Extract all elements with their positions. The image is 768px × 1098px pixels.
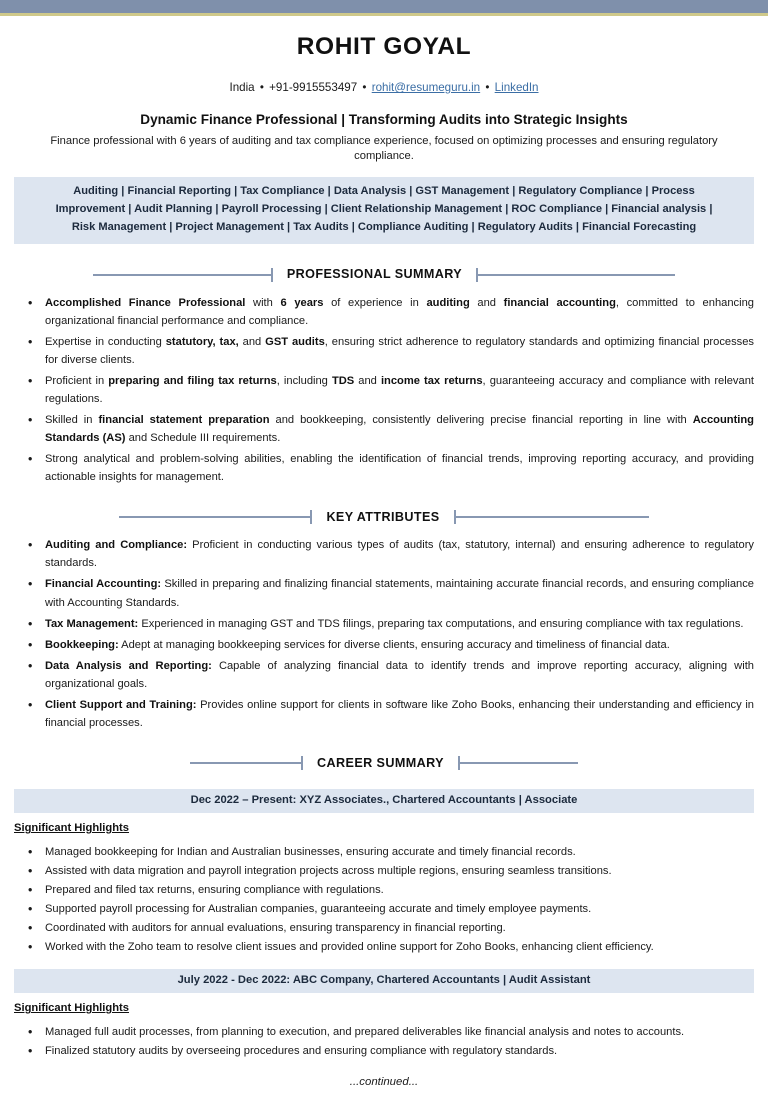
skills-banner xyxy=(14,177,754,244)
section-heading-career-summary xyxy=(0,750,768,776)
rule-left-icon xyxy=(93,268,273,282)
headline-subtagline: Finance professional with 6 years of auditing and tax compliance experience, focused on optimizing processes and ensuring regulatory compliance. xyxy=(50,135,718,162)
key-attributes-list xyxy=(14,536,754,732)
rule-right-icon xyxy=(454,510,649,524)
rule-right-icon xyxy=(476,268,675,282)
job-highlights-list xyxy=(14,843,754,956)
list-item: • Supported payroll processing for Australian companies, guaranteeing accurate and timely employee payments. xyxy=(14,900,754,918)
list-item: • Bookkeeping: Adept at managing bookkeeping services for diverse clients, ensuring accuracy and timeliness of financial data. xyxy=(14,636,754,654)
rule-left-icon xyxy=(119,510,312,524)
section-heading-professional-summary xyxy=(0,262,768,288)
contact-linkedin-link[interactable]: LinkedIn xyxy=(494,81,539,95)
list-item: • Finalized statutory audits by overseeing procedures and ensuring compliance with regulatory standards. xyxy=(14,1042,754,1060)
job-title-bar: Dec 2022 – Present: XYZ Associates., Chartered Accountants | Associate xyxy=(14,789,754,813)
career-jobs-container xyxy=(0,789,768,1060)
skills-line-1: Auditing | Financial Reporting | Tax Compliance | Data Analysis | GST Management | Regulatory Compliance | Process xyxy=(73,184,695,197)
list-item: • Strong analytical and problem-solving abilities, enabling the identification of financial trends, improving reporting accuracy, and providing actionable insights for management. xyxy=(14,450,754,486)
section-title: KEY ATTRIBUTES xyxy=(326,510,440,525)
contact-separator: • xyxy=(259,81,264,95)
skills-line-3: Risk Management | Project Management | Tax Audits | Compliance Auditing | Regulatory Audits | Financial Forecasting xyxy=(71,220,697,233)
list-item: • Worked with the Zoho team to resolve client issues and provided online support for Zoho Books, enhancing client efficiency. xyxy=(14,938,754,956)
list-item: • Data Analysis and Reporting: Capable of analyzing financial data to identify trends and improve reporting accuracy, aligning with organizational goals. xyxy=(14,657,754,693)
section-title: PROFESSIONAL SUMMARY xyxy=(286,267,463,282)
job-title-bar: July 2022 - Dec 2022: ABC Company, Chartered Accountants | Audit Assistant xyxy=(14,969,754,993)
list-item: • Coordinated with auditors for annual evaluations, ensuring transparency in financial reporting. xyxy=(14,919,754,937)
contact-line xyxy=(0,80,768,95)
contact-location: India xyxy=(229,81,255,95)
continued-marker: ...continued... xyxy=(349,1076,419,1088)
candidate-name: ROHIT GOYAL xyxy=(296,33,472,60)
list-item: • Skilled in financial statement preparation and bookkeeping, consistently delivering precise financial reporting in line with Accounting Standards (AS) and Schedule III requirements. xyxy=(14,411,754,447)
list-item: • Prepared and filed tax returns, ensuring compliance with regulations. xyxy=(14,881,754,899)
list-item: • Accomplished Finance Professional with 6 years of experience in auditing and financial accounting, committed to enhancing organizational financial performance and compliance. xyxy=(14,294,754,330)
list-item: • Assisted with data migration and payroll integration projects across multiple regions, ensuring seamless transitions. xyxy=(14,862,754,880)
skills-line-2: Improvement | Audit Planning | Payroll Processing | Client Relationship Management | ROC Compliance | Financial analysis | xyxy=(55,202,713,215)
job-highlights-list xyxy=(14,1023,754,1060)
resume-header xyxy=(0,16,768,164)
rule-right-icon xyxy=(458,756,578,770)
list-item: • Proficient in preparing and filing tax returns, including TDS and income tax returns, guaranteeing accuracy and compliance with relevant regulations. xyxy=(14,372,754,408)
list-item: • Managed full audit processes, from planning to execution, and prepared deliverables like financial analysis and notes to accounts. xyxy=(14,1023,754,1041)
significant-highlights-label: Significant Highlights xyxy=(14,1002,129,1015)
contact-email-link[interactable]: rohit@resumeguru.in xyxy=(371,81,481,95)
headline-tagline: Dynamic Finance Professional | Transforming Audits into Strategic Insights xyxy=(140,112,628,128)
contact-separator: • xyxy=(362,81,367,95)
contact-phone: +91-9915553497 xyxy=(269,81,358,95)
professional-summary-list xyxy=(14,294,754,487)
list-item: • Tax Management: Experienced in managing GST and TDS filings, preparing tax computations, and ensuring compliance with tax regulations. xyxy=(14,615,754,633)
contact-separator: • xyxy=(485,81,490,95)
list-item: • Managed bookkeeping for Indian and Australian businesses, ensuring accurate and timely financial records. xyxy=(14,843,754,861)
list-item: • Auditing and Compliance: Proficient in conducting various types of audits (tax, statutory, internal) and ensuring adherence to regulatory standards. xyxy=(14,536,754,572)
rule-left-icon xyxy=(190,756,303,770)
list-item: • Client Support and Training: Provides online support for clients in software like Zoho Books, enhancing their understanding and efficiency in financial processes. xyxy=(14,696,754,732)
top-accent-bar xyxy=(0,0,768,13)
section-title: CAREER SUMMARY xyxy=(317,755,444,770)
significant-highlights-label: Significant Highlights xyxy=(14,822,129,835)
list-item: • Expertise in conducting statutory, tax, and GST audits, ensuring strict adherence to regulatory standards and optimizing financial processes for diverse clients. xyxy=(14,333,754,369)
section-heading-key-attributes xyxy=(0,504,768,530)
list-item: • Financial Accounting: Skilled in preparing and finalizing financial statements, maintaining accurate financial records, and ensuring compliance with Accounting Standards. xyxy=(14,575,754,611)
